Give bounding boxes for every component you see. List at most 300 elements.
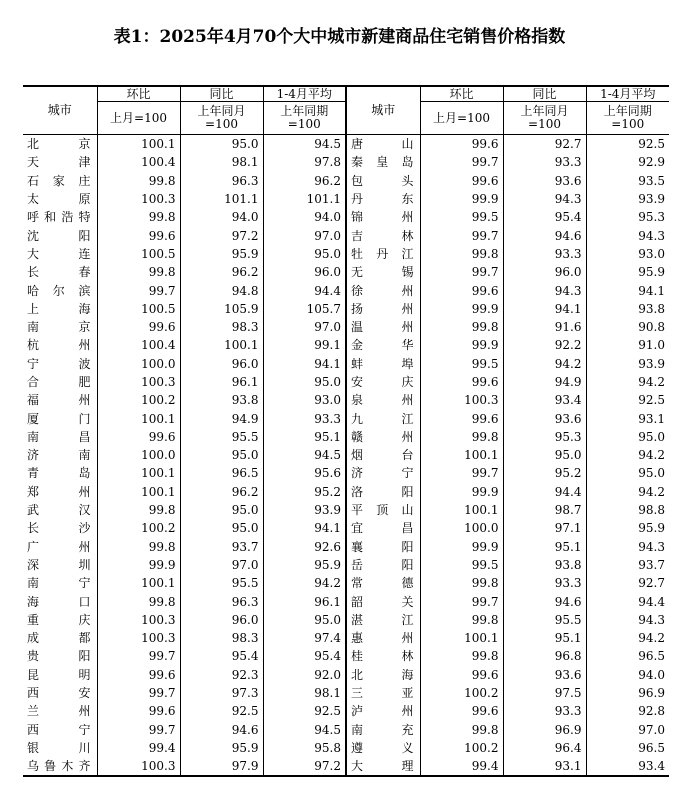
cell-yoy: 92.5 — [180, 702, 263, 720]
cell-yoy-2: 93.3 — [503, 702, 586, 720]
cell-mom-2: 99.9 — [420, 300, 503, 318]
cell-yoy-2: 93.1 — [503, 757, 586, 776]
table-row — [23, 391, 669, 409]
cell-yoy-2: 92.2 — [503, 336, 586, 354]
cell-city-2: 泸州 — [346, 702, 420, 720]
cell-mom-2: 99.8 — [420, 245, 503, 263]
cell-city-2: 秦皇岛 — [346, 153, 420, 171]
table-row — [23, 446, 669, 464]
cell-city: 哈尔滨 — [27, 283, 91, 298]
cell-mom-2: 99.5 — [420, 556, 503, 574]
cell-yoy-2: 93.3 — [503, 153, 586, 171]
cell-yoy-2: 93.8 — [503, 556, 586, 574]
cell-avg-2: 92.8 — [586, 702, 669, 720]
cell-avg-2: 94.4 — [586, 592, 669, 610]
table-row — [23, 135, 669, 154]
cell-yoy-2: 95.5 — [503, 611, 586, 629]
cell-mom: 99.8 — [97, 501, 180, 519]
cell-avg: 97.0 — [263, 318, 346, 336]
cell-mom: 100.3 — [97, 190, 180, 208]
cell-yoy: 96.1 — [180, 373, 263, 391]
cell-city-2: 九江 — [346, 409, 420, 427]
cell-mom: 99.8 — [97, 263, 180, 281]
table-row — [23, 464, 669, 482]
cell-yoy-2: 93.4 — [503, 391, 586, 409]
cell-mom: 100.2 — [97, 391, 180, 409]
cell-city: 石家庄 — [27, 173, 91, 188]
cell-mom-2: 99.8 — [420, 428, 503, 446]
cell-mom: 100.1 — [97, 135, 180, 154]
cell-avg-2: 96.5 — [586, 739, 669, 757]
cell-avg: 94.5 — [263, 135, 346, 154]
cell-mom-2: 100.1 — [420, 501, 503, 519]
cell-mom: 100.3 — [97, 629, 180, 647]
cell-yoy-2: 94.1 — [503, 300, 586, 318]
cell-mom: 100.4 — [97, 336, 180, 354]
table-title: 表1：2025年4月70个大中城市新建商品住宅销售价格指数 — [113, 27, 566, 47]
cell-yoy-2: 94.4 — [503, 483, 586, 501]
cell-mom-2: 99.8 — [420, 721, 503, 739]
cell-avg: 96.2 — [263, 172, 346, 190]
table-row — [23, 336, 669, 354]
cell-yoy: 98.3 — [180, 629, 263, 647]
cell-city: 长沙 — [27, 521, 91, 536]
cell-mom: 99.4 — [97, 739, 180, 757]
cell-city: 北京 — [27, 137, 91, 152]
cell-mom: 99.6 — [97, 226, 180, 244]
cell-yoy-2: 93.3 — [503, 574, 586, 592]
header-yoy: 同比 — [180, 86, 263, 102]
cell-city: 沈阳 — [27, 228, 91, 243]
cell-yoy-2: 94.3 — [503, 190, 586, 208]
cell-mom: 99.7 — [97, 281, 180, 299]
cell-yoy-2: 94.2 — [503, 355, 586, 373]
cell-yoy: 105.9 — [180, 300, 263, 318]
cell-mom-2: 99.7 — [420, 592, 503, 610]
cell-avg: 94.5 — [263, 721, 346, 739]
cell-city: 西宁 — [27, 722, 91, 737]
cell-yoy: 95.5 — [180, 574, 263, 592]
cell-yoy: 97.0 — [180, 556, 263, 574]
cell-city-2: 湛江 — [346, 611, 420, 629]
cell-avg-2: 93.5 — [586, 172, 669, 190]
cell-yoy: 94.8 — [180, 281, 263, 299]
cell-mom-2: 100.0 — [420, 519, 503, 537]
cell-city-2: 北海 — [346, 666, 420, 684]
table-row — [23, 739, 669, 757]
cell-city-2: 襄阳 — [346, 538, 420, 556]
cell-avg: 94.1 — [263, 355, 346, 373]
cell-city-2: 遵义 — [346, 739, 420, 757]
cell-yoy: 94.6 — [180, 721, 263, 739]
cell-mom-2: 99.6 — [420, 702, 503, 720]
cell-city-2: 常德 — [346, 574, 420, 592]
cell-mom-2: 99.9 — [420, 190, 503, 208]
cell-yoy: 96.5 — [180, 464, 263, 482]
cell-avg-2: 98.8 — [586, 501, 669, 519]
cell-avg: 98.1 — [263, 684, 346, 702]
header-avg-sub-text: 上年同期=100 — [280, 104, 329, 131]
cell-avg-2: 95.3 — [586, 208, 669, 226]
cell-mom: 99.9 — [97, 556, 180, 574]
cell-avg-2: 92.5 — [586, 135, 669, 154]
cell-yoy: 95.0 — [180, 446, 263, 464]
cell-yoy: 98.3 — [180, 318, 263, 336]
cell-yoy-2: 97.5 — [503, 684, 586, 702]
cell-avg: 95.4 — [263, 647, 346, 665]
cell-city-2: 泉州 — [346, 391, 420, 409]
cell-yoy-2: 93.3 — [503, 245, 586, 263]
cell-avg: 94.5 — [263, 446, 346, 464]
cell-yoy: 95.0 — [180, 519, 263, 537]
cell-yoy: 98.1 — [180, 153, 263, 171]
price-index-table — [23, 85, 669, 777]
cell-mom: 100.0 — [97, 446, 180, 464]
cell-avg-2: 94.2 — [586, 629, 669, 647]
cell-city: 太原 — [27, 192, 91, 207]
table-row — [23, 318, 669, 336]
table-row — [23, 666, 669, 684]
cell-avg-2: 93.7 — [586, 556, 669, 574]
cell-avg-2: 93.9 — [586, 190, 669, 208]
cell-mom-2: 99.6 — [420, 281, 503, 299]
cell-yoy: 93.7 — [180, 538, 263, 556]
cell-avg: 105.7 — [263, 300, 346, 318]
cell-mom: 99.6 — [97, 428, 180, 446]
cell-city: 昆明 — [27, 667, 91, 682]
header-avg: 1-4月平均 — [263, 86, 346, 102]
cell-mom: 100.4 — [97, 153, 180, 171]
cell-avg: 95.0 — [263, 611, 346, 629]
cell-avg: 92.5 — [263, 702, 346, 720]
table-row — [23, 483, 669, 501]
cell-avg-2: 94.2 — [586, 373, 669, 391]
cell-mom-2: 99.8 — [420, 611, 503, 629]
cell-avg: 95.1 — [263, 428, 346, 446]
cell-mom: 99.8 — [97, 538, 180, 556]
table-row — [23, 647, 669, 665]
cell-avg-2: 93.1 — [586, 409, 669, 427]
cell-avg-2: 92.9 — [586, 153, 669, 171]
cell-avg: 93.0 — [263, 391, 346, 409]
cell-yoy: 96.2 — [180, 263, 263, 281]
cell-yoy-2: 94.9 — [503, 373, 586, 391]
cell-mom-2: 99.9 — [420, 538, 503, 556]
cell-city: 兰州 — [27, 704, 91, 719]
cell-mom-2: 99.6 — [420, 666, 503, 684]
cell-avg-2: 92.7 — [586, 574, 669, 592]
cell-city: 南昌 — [27, 429, 91, 444]
table-row — [23, 556, 669, 574]
cell-avg: 95.8 — [263, 739, 346, 757]
cell-mom-2: 99.7 — [420, 226, 503, 244]
cell-mom-2: 99.9 — [420, 336, 503, 354]
cell-city-2: 安庆 — [346, 373, 420, 391]
cell-city: 成都 — [27, 631, 91, 646]
cell-city: 乌鲁木齐 — [23, 757, 97, 776]
cell-city-2: 徐州 — [346, 281, 420, 299]
cell-city-2: 赣州 — [346, 428, 420, 446]
cell-yoy-2: 95.1 — [503, 538, 586, 556]
header-mom-sub-2: 上月=100 — [420, 102, 503, 135]
cell-mom: 99.8 — [97, 172, 180, 190]
cell-city-2: 蚌埠 — [346, 355, 420, 373]
header-yoy-sub-text: 上年同月=100 — [197, 104, 246, 131]
table-row — [23, 684, 669, 702]
cell-city: 武汉 — [27, 503, 91, 518]
table-row — [23, 721, 669, 739]
cell-city: 厦门 — [27, 411, 91, 426]
table-row — [23, 592, 669, 610]
cell-city: 宁波 — [27, 356, 91, 371]
cell-mom-2: 100.3 — [420, 391, 503, 409]
cell-mom-2: 99.6 — [420, 172, 503, 190]
cell-city-2: 岳阳 — [346, 556, 420, 574]
table-row — [23, 409, 669, 427]
cell-avg: 97.0 — [263, 226, 346, 244]
cell-city-2: 丹东 — [346, 190, 420, 208]
cell-yoy-2: 97.1 — [503, 519, 586, 537]
table-row — [23, 373, 669, 391]
cell-yoy-2: 96.0 — [503, 263, 586, 281]
cell-city-2: 牡丹江 — [346, 245, 420, 263]
cell-yoy-2: 93.6 — [503, 666, 586, 684]
cell-yoy: 96.0 — [180, 611, 263, 629]
cell-mom: 100.3 — [97, 757, 180, 776]
cell-avg: 97.4 — [263, 629, 346, 647]
cell-yoy-2: 94.6 — [503, 592, 586, 610]
cell-yoy-2: 95.1 — [503, 629, 586, 647]
cell-yoy: 97.2 — [180, 226, 263, 244]
cell-city: 上海 — [27, 301, 91, 316]
cell-yoy: 94.0 — [180, 208, 263, 226]
cell-city: 长春 — [27, 265, 91, 280]
cell-city: 海口 — [27, 594, 91, 609]
cell-yoy: 95.0 — [180, 501, 263, 519]
cell-yoy: 92.3 — [180, 666, 263, 684]
cell-mom: 100.1 — [97, 483, 180, 501]
cell-avg: 94.4 — [263, 281, 346, 299]
table-row — [23, 172, 669, 190]
cell-avg: 93.9 — [263, 501, 346, 519]
cell-city: 重庆 — [27, 612, 91, 627]
table-row — [23, 611, 669, 629]
cell-avg: 96.1 — [263, 592, 346, 610]
cell-yoy: 100.1 — [180, 336, 263, 354]
cell-mom: 99.7 — [97, 647, 180, 665]
cell-yoy: 95.5 — [180, 428, 263, 446]
cell-yoy-2: 96.9 — [503, 721, 586, 739]
cell-yoy: 96.3 — [180, 592, 263, 610]
header-mom: 环比 — [97, 86, 180, 102]
cell-city-2: 唐山 — [346, 135, 420, 154]
cell-mom-2: 99.4 — [420, 757, 503, 776]
table-row — [23, 519, 669, 537]
cell-yoy-2: 95.3 — [503, 428, 586, 446]
cell-city-2: 桂林 — [346, 647, 420, 665]
cell-yoy: 95.4 — [180, 647, 263, 665]
cell-city-2: 包头 — [346, 172, 420, 190]
cell-mom: 99.6 — [97, 318, 180, 336]
cell-avg-2: 91.0 — [586, 336, 669, 354]
header-yoy-sub-2-text: 上年同月=100 — [520, 104, 569, 131]
cell-yoy-2: 92.7 — [503, 135, 586, 154]
header-city: 城市 — [23, 86, 97, 135]
cell-avg-2: 94.1 — [586, 281, 669, 299]
cell-mom: 100.1 — [97, 409, 180, 427]
cell-city: 广州 — [27, 539, 91, 554]
cell-avg-2: 94.2 — [586, 446, 669, 464]
cell-yoy: 95.9 — [180, 245, 263, 263]
cell-avg-2: 97.0 — [586, 721, 669, 739]
cell-city-2: 惠州 — [346, 629, 420, 647]
cell-mom-2: 99.7 — [420, 263, 503, 281]
cell-yoy-2: 98.7 — [503, 501, 586, 519]
cell-avg: 101.1 — [263, 190, 346, 208]
cell-avg: 95.6 — [263, 464, 346, 482]
cell-mom-2: 99.5 — [420, 208, 503, 226]
cell-city-2: 韶关 — [346, 592, 420, 610]
cell-avg-2: 93.0 — [586, 245, 669, 263]
cell-avg-2: 94.3 — [586, 226, 669, 244]
cell-city: 天津 — [27, 155, 91, 170]
cell-avg: 92.0 — [263, 666, 346, 684]
table-row — [23, 245, 669, 263]
cell-yoy: 97.3 — [180, 684, 263, 702]
header-mom-2: 环比 — [420, 86, 503, 102]
cell-avg: 95.9 — [263, 556, 346, 574]
cell-city: 合肥 — [27, 375, 91, 389]
cell-mom: 100.3 — [97, 611, 180, 629]
cell-avg: 95.2 — [263, 483, 346, 501]
cell-city: 南宁 — [27, 576, 91, 591]
cell-city: 郑州 — [27, 484, 91, 499]
cell-yoy-2: 95.0 — [503, 446, 586, 464]
cell-avg-2: 94.0 — [586, 666, 669, 684]
cell-city-2: 扬州 — [346, 300, 420, 318]
cell-yoy: 95.0 — [180, 135, 263, 154]
cell-yoy: 93.8 — [180, 391, 263, 409]
cell-yoy-2: 96.8 — [503, 647, 586, 665]
cell-city: 大连 — [27, 246, 91, 261]
cell-yoy-2: 94.3 — [503, 281, 586, 299]
table-row — [23, 355, 669, 373]
cell-avg-2: 90.8 — [586, 318, 669, 336]
cell-avg-2: 94.3 — [586, 538, 669, 556]
header-mom-sub: 上月=100 — [97, 102, 180, 135]
table-row — [23, 300, 669, 318]
cell-yoy-2: 95.2 — [503, 464, 586, 482]
cell-city: 贵阳 — [27, 649, 91, 664]
cell-avg: 97.2 — [263, 757, 346, 776]
table-body — [23, 135, 669, 777]
header-yoy-2: 同比 — [503, 86, 586, 102]
cell-avg: 97.8 — [263, 153, 346, 171]
cell-yoy: 95.9 — [180, 739, 263, 757]
cell-avg-2: 96.9 — [586, 684, 669, 702]
cell-mom-2: 100.2 — [420, 684, 503, 702]
cell-mom: 99.7 — [97, 721, 180, 739]
cell-avg-2: 95.0 — [586, 464, 669, 482]
header-avg-sub-2-text: 上年同期=100 — [603, 104, 652, 131]
cell-mom: 99.7 — [97, 684, 180, 702]
cell-avg: 94.2 — [263, 574, 346, 592]
header-city-2: 城市 — [346, 86, 420, 135]
cell-mom-2: 99.6 — [420, 135, 503, 154]
cell-city-2: 烟台 — [346, 446, 420, 464]
cell-avg: 94.1 — [263, 519, 346, 537]
cell-mom-2: 99.6 — [420, 373, 503, 391]
cell-mom: 100.3 — [97, 373, 180, 391]
cell-avg: 95.0 — [263, 245, 346, 263]
cell-city-2: 济宁 — [346, 464, 420, 482]
cell-avg: 95.0 — [263, 373, 346, 391]
table-row — [23, 153, 669, 171]
cell-avg-2: 93.9 — [586, 355, 669, 373]
cell-city: 西安 — [27, 686, 91, 701]
header-avg-sub-2 — [586, 102, 669, 135]
cell-avg: 96.0 — [263, 263, 346, 281]
cell-city-2: 吉林 — [346, 226, 420, 244]
cell-city: 杭州 — [27, 338, 91, 353]
cell-city-2: 三亚 — [346, 684, 420, 702]
cell-avg: 99.1 — [263, 336, 346, 354]
table-row — [23, 281, 669, 299]
cell-city: 深圳 — [27, 557, 91, 572]
table-row — [23, 629, 669, 647]
cell-yoy-2: 96.4 — [503, 739, 586, 757]
table-row — [23, 226, 669, 244]
cell-yoy-2: 93.6 — [503, 409, 586, 427]
cell-city-2: 温州 — [346, 318, 420, 336]
cell-city-2: 大理 — [346, 757, 420, 776]
cell-city: 南京 — [27, 320, 91, 335]
cell-yoy: 101.1 — [180, 190, 263, 208]
cell-mom-2: 99.5 — [420, 355, 503, 373]
table-row — [23, 702, 669, 720]
cell-mom: 100.1 — [97, 464, 180, 482]
cell-yoy: 96.2 — [180, 483, 263, 501]
cell-avg: 94.0 — [263, 208, 346, 226]
cell-yoy-2: 93.6 — [503, 172, 586, 190]
cell-mom-2: 99.6 — [420, 409, 503, 427]
cell-city-2: 平顶山 — [346, 501, 420, 519]
cell-avg-2: 93.8 — [586, 300, 669, 318]
cell-yoy: 96.0 — [180, 355, 263, 373]
cell-mom-2: 100.2 — [420, 739, 503, 757]
cell-avg: 93.3 — [263, 409, 346, 427]
cell-mom: 100.2 — [97, 519, 180, 537]
cell-mom: 99.8 — [97, 208, 180, 226]
cell-city: 济南 — [27, 448, 91, 463]
table-row — [23, 263, 669, 281]
cell-avg-2: 93.4 — [586, 757, 669, 776]
cell-yoy-2: 91.6 — [503, 318, 586, 336]
cell-mom-2: 99.9 — [420, 483, 503, 501]
header-yoy-sub-2 — [503, 102, 586, 135]
table-row — [23, 208, 669, 226]
cell-mom-2: 99.7 — [420, 464, 503, 482]
header-yoy-sub — [180, 102, 263, 135]
cell-avg-2: 94.3 — [586, 611, 669, 629]
table-row — [23, 538, 669, 556]
cell-mom: 100.5 — [97, 245, 180, 263]
cell-avg-2: 96.5 — [586, 647, 669, 665]
table-row — [23, 574, 669, 592]
cell-city-2: 锦州 — [346, 208, 420, 226]
cell-city: 青岛 — [27, 466, 91, 481]
cell-city-2: 宜昌 — [346, 519, 420, 537]
